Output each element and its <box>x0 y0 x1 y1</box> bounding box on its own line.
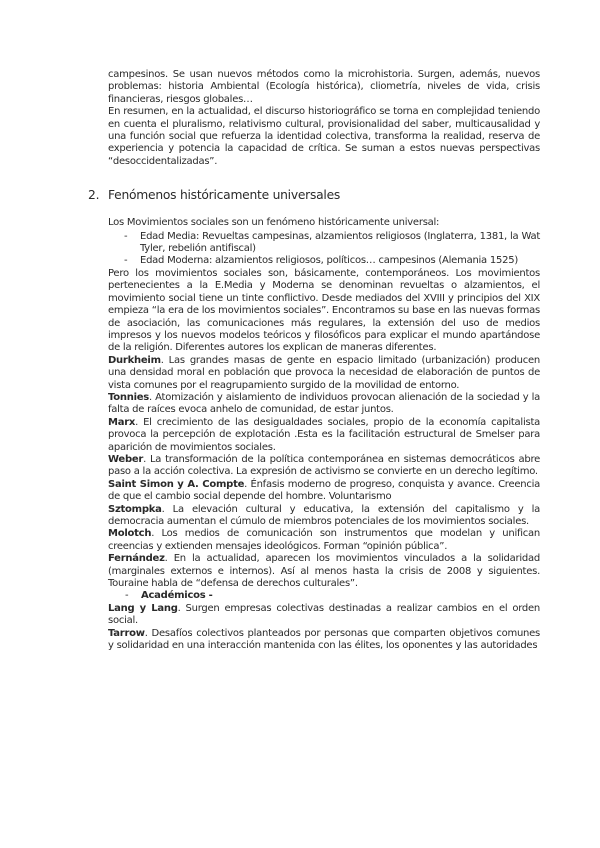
list-item-text: Edad Media: Revueltas campesinas, alzamientos religiosos (Inglaterra, 1381, la Wat Tyler, rebelión antifiscal) <box>140 230 540 255</box>
author-text: . El crecimiento de las desigualdades sociales, propio de la economía capitalista provoca la percepción de explotación .Esta es la facilitación estructural de Smelser para aparición de movimientos sociales. <box>108 416 540 453</box>
author-text: . Desafíos colectivos planteados por personas que comparten objetivos comunes y solidaridad en una interacción mantenida con las élites, los oponentes y las autoridades <box>108 627 540 652</box>
author-name: Fernández <box>108 553 165 565</box>
author-name: Lang y Lang <box>108 602 178 614</box>
author-entry <box>108 454 540 479</box>
list-dash: - <box>124 255 128 267</box>
list-item <box>108 231 540 256</box>
intro-paragraph: Los Movimientos sociales son un fenómeno históricamente universal: <box>108 217 440 229</box>
section-heading <box>88 188 540 203</box>
author-name: Tarrow <box>108 627 145 639</box>
author-name: Marx <box>108 416 136 428</box>
author-entry <box>108 479 540 504</box>
author-name: Saint Simon y A. Compte <box>108 478 245 490</box>
author-entry <box>108 417 540 454</box>
author-name: Sztompka <box>108 503 162 515</box>
author-text: . En la actualidad, aparecen los movimientos vinculados a la solidaridad (marginales externos e internos). Así al menos hasta la crisis de 2008 y siguientes. Touraine habla de “defensa de derechos culturales”. <box>108 553 540 590</box>
author-text: . Surgen empresas colectivas destinadas a realizar cambios en el orden social. <box>108 602 540 627</box>
academics-heading <box>108 590 540 602</box>
author-text: . Énfasis moderno de progreso, conquista y avance. Creencia de que el cambio social depende del hombre. Voluntarismo <box>108 478 540 503</box>
list-item-text: Edad Moderna: alzamientos religiosos, políticos… campesinos (Alemania 1525) <box>140 255 518 267</box>
academics-heading-text: Académicos - <box>141 590 213 602</box>
section-title: Fenómenos históricamente universales <box>108 188 341 203</box>
author-name: Molotch <box>108 528 152 540</box>
author-text: . La transformación de la política contemporánea en sistemas democráticos abre paso a la acción colectiva. La expresión de activismo se convierte en un derecho legítimo. <box>108 453 540 478</box>
author-text: . Atomización y aislamiento de individuos provocan alienación de la sociedad y la falta de raíces evoca anhelo de comunidad, de estar juntos. <box>108 391 540 416</box>
author-name: Weber <box>108 453 144 465</box>
author-text: . La elevación cultural y educativa, la extensión del capitalismo y la democracia aumentan el cúmulo de miembros potenciales de los movimientos sociales. <box>108 503 540 527</box>
academic-entry <box>108 628 540 653</box>
author-text: . Las grandes masas de gente en espacio limitado (urbanización) producen una densidad moral en población que provoca la necesidad de elaboración de puntos de vista comunes por el reagrupamiento surgido de la movilidad de entorno. <box>108 354 540 391</box>
paragraph-continuation: campesinos. Se usan nuevos métodos como la microhistoria. Surgen, además, nuevos problemas: historia Ambiental (Ecología histórica), cliometría, niveles de vida, crisis financieras, riesgos globales… <box>108 69 540 105</box>
list-dash: - <box>125 590 129 602</box>
author-entry <box>108 528 540 553</box>
author-text: . Los medios de comunicación son instrumentos que modelan y unifican creencias y extienden mensajes ideológicos. Forman “opinión pública”. <box>108 528 540 552</box>
author-entry <box>108 355 540 392</box>
author-entry <box>108 553 540 590</box>
section-number: 2. <box>88 188 100 203</box>
list-item <box>108 255 540 267</box>
body-paragraph: Pero los movimientos sociales son, básicamente, contemporáneos. Los movimientos pertenecientes a la E.Media y Moderna se denominan revueltas o alzamientos, el movimiento social tiene un tinte conflictivo. Desde mediados del XVIII y principios del XIX empieza “la era de los movimientos sociales”. Encontramos su base en las nuevas formas de asociación, las comunicaciones más regulares, la extensión del uso de medios impresos y los nuevos modelos teóricos y filosóficos para explicar el mundo apartándose de la religión. Diferentes autores los explican de maneras diferentes. <box>108 267 540 354</box>
academic-entry <box>108 603 540 628</box>
author-entry <box>108 392 540 417</box>
list-dash: - <box>124 230 128 242</box>
author-name: Durkheim <box>108 354 161 366</box>
author-entry <box>108 504 540 529</box>
paragraph-summary: En resumen, en la actualidad, el discurso historiográfico se torna en complejidad teniendo en cuenta el pluralismo, relativismo cultural, provisionalidad del saber, multicausalidad y una función social que refuerza la identidad colectiva, transforma la realidad, reserva de experiencia y potencia la capacidad de crítica. Se suman a estos nuevas perspectivas “desoccidentalizadas”. <box>108 106 540 167</box>
author-name: Tonnies <box>108 391 150 403</box>
period-list <box>108 231 540 268</box>
